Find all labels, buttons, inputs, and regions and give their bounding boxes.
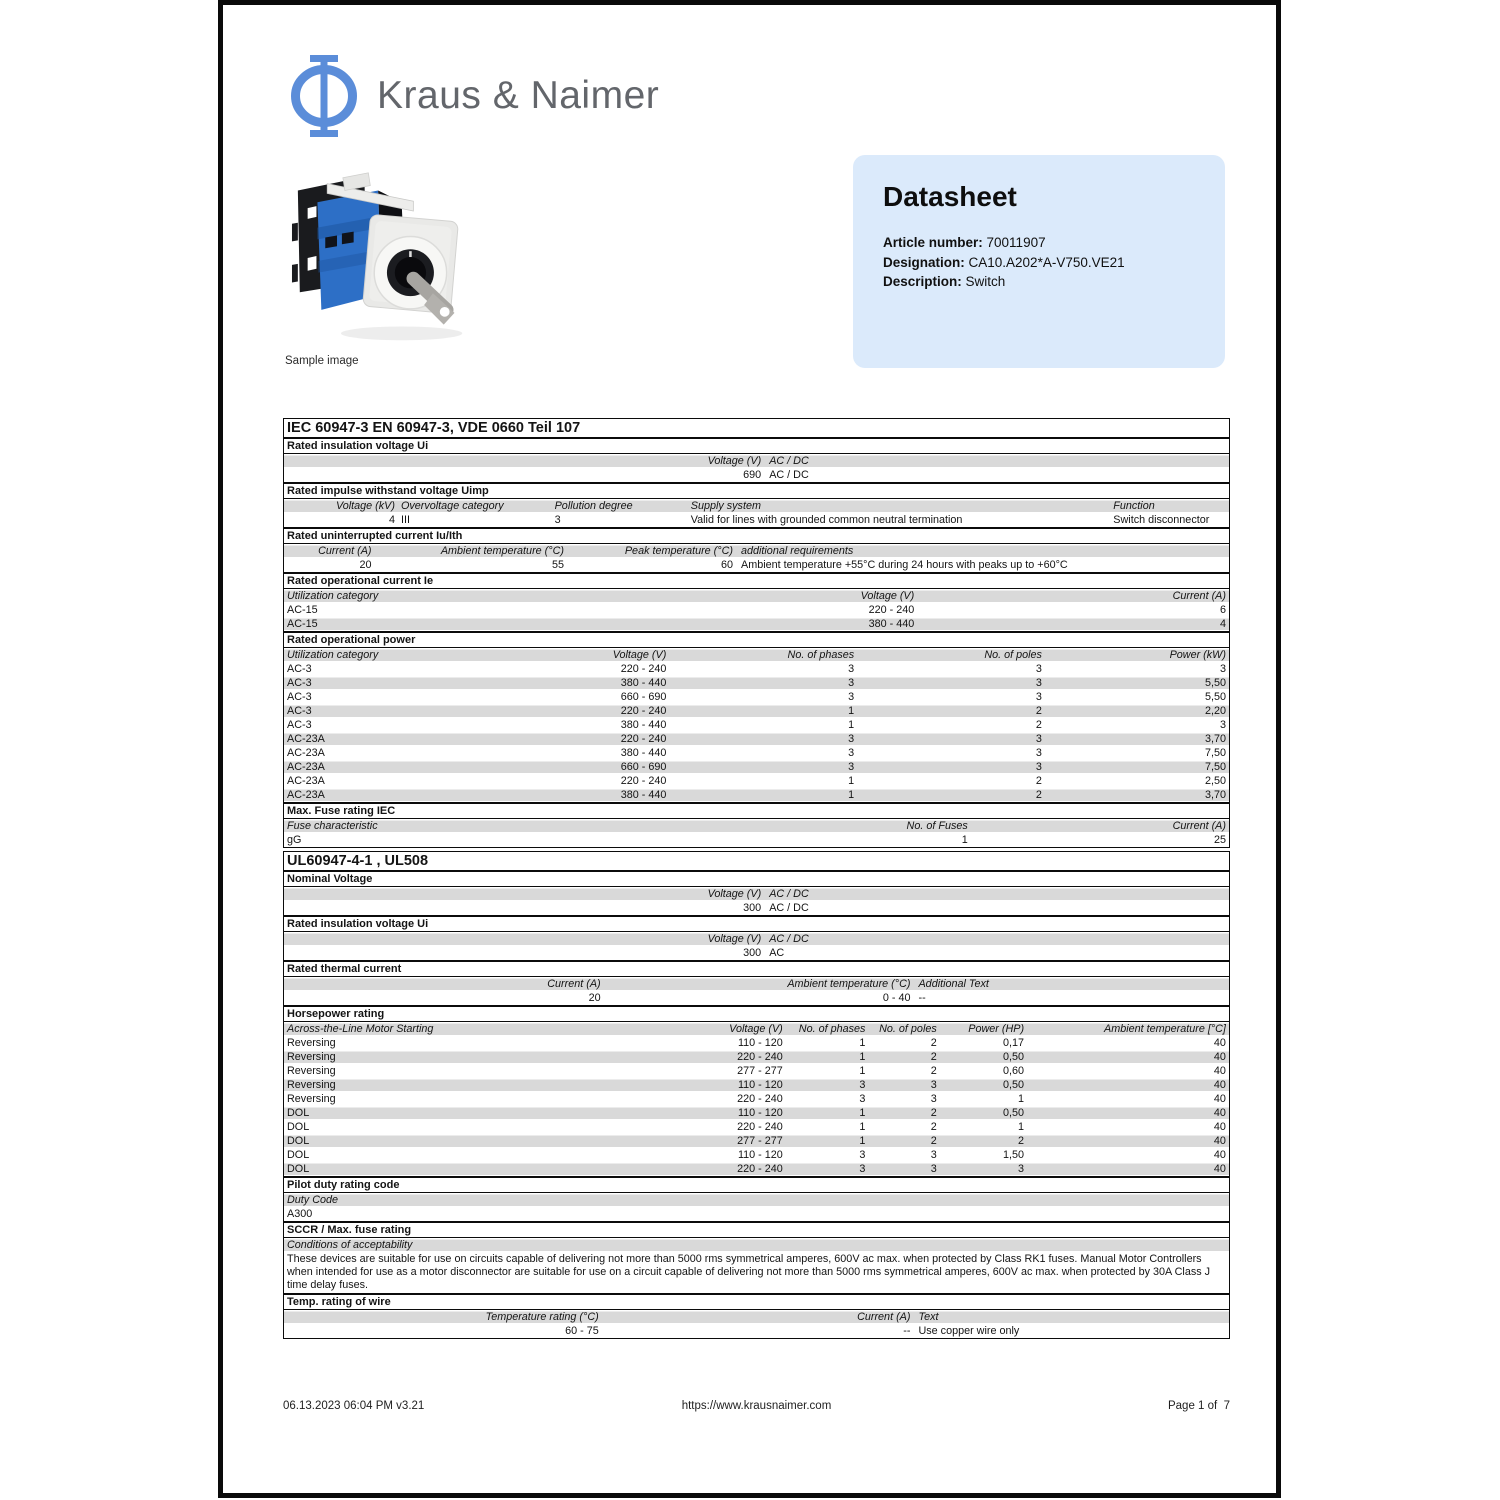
data-cell: 0,50 (1003, 1079, 1025, 1091)
column-header-row (284, 544, 1229, 558)
footer-timestamp: 06.13.2023 06:04 PM v3.21 (283, 1400, 425, 1412)
data-cell: Reversing (287, 1037, 336, 1049)
data-cell: 3 (1219, 663, 1226, 675)
section-title: SCCR / Max. fuse rating (284, 1223, 1229, 1238)
data-cell: DOL (287, 1163, 310, 1175)
table-title: UL60947-4-1 , UL508 (284, 852, 1229, 872)
column-header-row (284, 648, 1229, 662)
header-cell: Utilization category (287, 590, 379, 602)
data-cell: AC-15 (287, 618, 318, 630)
data-cell: gG (287, 834, 302, 846)
data-row (284, 1092, 1229, 1106)
header-cell: AC / DC (769, 888, 809, 900)
data-cell: 55 (551, 559, 564, 571)
data-row (284, 603, 1229, 617)
header-cell: Voltage (V) (707, 455, 762, 467)
header-cell: Ambient temperature (°C) (440, 545, 564, 557)
data-cell: 3 (848, 691, 855, 703)
data-cell: 380 - 440 (620, 719, 667, 731)
section-title: Rated insulation voltage Ui (284, 917, 1229, 932)
data-cell: 4 (1219, 618, 1226, 630)
data-row (284, 704, 1229, 718)
data-cell: 2 (1035, 719, 1042, 731)
info-field-value: 70011907 (986, 235, 1046, 250)
data-cell: 3 (859, 1079, 866, 1091)
info-field-label: Description: (883, 274, 966, 289)
data-row (284, 946, 1229, 960)
header-cell: Overvoltage category (400, 500, 504, 512)
data-row (284, 901, 1229, 915)
data-cell: These devices are suitable for use on circuits capable of delivering not more than 5000 rms symmetrical amperes, 600V ac max. when protected by Class RK1 fuses. Manual Motor Controllers when intended for use as a motor disconnector are suitable for use on a circuit capable of delivering not more than 5000 rms symmetrical amperes, 600V ac max. when protected by 30A Class J time delay fuses. (287, 1253, 1211, 1291)
data-cell: 277 - 277 (737, 1135, 783, 1147)
data-cell: AC-3 (287, 663, 312, 675)
data-cell: 2 (930, 1135, 937, 1147)
kraus-naimer-phi-logo-icon (287, 55, 361, 137)
data-row (284, 774, 1229, 788)
header-cell: No. of Fuses (906, 820, 968, 832)
data-cell: 1 (859, 1037, 866, 1049)
table-section (284, 572, 1229, 631)
header-cell: Function (1113, 500, 1155, 512)
data-cell: Use copper wire only (918, 1325, 1020, 1338)
data-cell: 0,50 (1003, 1107, 1025, 1119)
column-header-row (284, 977, 1229, 991)
data-cell: 1,50 (1003, 1149, 1025, 1161)
data-cell: 2 (930, 1107, 937, 1119)
data-cell: 40 (1213, 1093, 1226, 1105)
data-cell: 1 (848, 719, 855, 731)
data-cell: III (400, 514, 410, 526)
header-cell: Voltage (V) (612, 649, 667, 661)
data-cell: Reversing (287, 1065, 336, 1077)
data-row (284, 1207, 1229, 1221)
data-cell: AC-23A (287, 761, 325, 773)
column-header-row (284, 589, 1229, 603)
info-field-label: Designation: (883, 254, 969, 270)
data-row (284, 1134, 1229, 1148)
data-cell: DOL (287, 1107, 310, 1119)
data-cell: 40 (1213, 1121, 1226, 1133)
data-cell: 3 (859, 1093, 866, 1105)
header-cell: No. of phases (787, 649, 855, 661)
column-header-row (284, 1193, 1229, 1207)
data-cell: 5,50 (1204, 677, 1226, 689)
data-cell: 1 (859, 1051, 866, 1063)
header-cell: Duty Code (287, 1194, 339, 1206)
info-field-value: CA10.A202*A-V750.VE21 (968, 254, 1125, 270)
header-cell: Current (A) (318, 545, 372, 557)
data-cell: 3 (930, 1163, 937, 1175)
sample-image-label: Sample image (285, 355, 359, 367)
data-cell: -- (903, 1325, 911, 1338)
product-photo (285, 165, 483, 351)
data-row (284, 1106, 1229, 1120)
data-cell: 1 (859, 1065, 866, 1077)
data-cell: 0,50 (1003, 1051, 1025, 1063)
header-cell: Pollution degree (554, 500, 633, 512)
section-title: Pilot duty rating code (284, 1178, 1229, 1193)
data-cell: 3 (930, 1079, 937, 1091)
data-cell: A300 (287, 1208, 313, 1220)
data-cell: 2 (1035, 775, 1042, 787)
data-cell: 40 (1213, 1107, 1226, 1119)
data-cell: DOL (287, 1121, 310, 1133)
data-row (284, 676, 1229, 690)
table-section (284, 802, 1229, 847)
data-row (284, 746, 1229, 760)
section-title: Temp. rating of wire (284, 1295, 1229, 1310)
data-cell: 5,50 (1204, 691, 1226, 703)
data-cell: 380 - 440 (620, 747, 667, 759)
header-cell: No. of poles (984, 649, 1042, 661)
data-cell: 2 (930, 1051, 937, 1063)
data-cell: 3 (930, 1093, 937, 1105)
info-field-value: Switch (965, 274, 1006, 289)
brand-header (287, 55, 659, 137)
info-field (883, 233, 1195, 253)
header-cell: No. of phases (798, 1023, 866, 1035)
data-row (284, 1252, 1229, 1293)
data-cell: 40 (1213, 1065, 1226, 1077)
data-cell: 20 (588, 992, 601, 1004)
data-cell: 60 (720, 559, 733, 571)
data-cell: AC-23A (287, 789, 325, 801)
data-cell: 2 (930, 1037, 937, 1049)
product-sample (285, 165, 485, 367)
data-row (284, 732, 1229, 746)
header-cell: AC / DC (769, 455, 809, 467)
data-row (284, 1036, 1229, 1050)
data-cell: 40 (1213, 1037, 1226, 1049)
data-cell: 3,70 (1204, 733, 1226, 745)
column-header-row (284, 819, 1229, 833)
data-cell: 1 (848, 705, 855, 717)
data-row (284, 833, 1229, 847)
header-cell: Current (A) (547, 978, 601, 990)
data-cell: 3 (1035, 733, 1042, 745)
data-cell: 110 - 120 (737, 1037, 783, 1049)
data-cell: 7,50 (1204, 761, 1226, 773)
table-section (284, 482, 1229, 527)
data-cell: AC / DC (769, 902, 809, 914)
data-cell: AC-3 (287, 677, 312, 689)
data-cell: 40 (1213, 1135, 1226, 1147)
data-cell: 660 - 690 (620, 691, 667, 703)
data-cell: 25 (1213, 834, 1226, 846)
data-cell: -- (918, 992, 926, 1004)
data-cell: 3 (848, 677, 855, 689)
data-cell: 3 (1035, 691, 1042, 703)
column-header-row (284, 932, 1229, 946)
data-cell: 40 (1213, 1051, 1226, 1063)
data-row (284, 1148, 1229, 1162)
header-cell: Voltage (V) (729, 1023, 783, 1035)
page-footer (283, 1400, 1230, 1412)
data-cell: 0,60 (1003, 1065, 1025, 1077)
data-cell: 3 (848, 663, 855, 675)
table-section (284, 631, 1229, 802)
spec-tables (283, 418, 1230, 1339)
header-cell: No. of poles (879, 1023, 937, 1035)
column-header-row (284, 1310, 1229, 1324)
data-cell: 690 (743, 469, 762, 481)
data-cell: 1 (848, 789, 855, 801)
section-title: Rated operational current Ie (284, 574, 1229, 589)
data-cell: DOL (287, 1149, 310, 1161)
header-cell: Temperature rating (°C) (485, 1311, 599, 1324)
data-cell: 220 - 240 (620, 775, 667, 787)
data-cell: 220 - 240 (620, 733, 667, 745)
data-cell: 1 (1018, 1093, 1025, 1105)
header-cell: Ambient temperature [°C] (1104, 1023, 1226, 1035)
data-cell: 2 (930, 1121, 937, 1133)
section-title: Rated impulse withstand voltage Uimp (284, 484, 1229, 499)
data-cell: 40 (1213, 1163, 1226, 1175)
header-cell: Voltage (kV) (335, 500, 395, 512)
data-row (284, 1162, 1229, 1176)
data-cell: AC (769, 947, 785, 959)
data-cell: 7,50 (1204, 747, 1226, 759)
section-title: Nominal Voltage (284, 872, 1229, 887)
header-cell: Utilization category (287, 649, 379, 661)
table-section (284, 1293, 1229, 1338)
data-cell: 3 (859, 1149, 866, 1161)
data-row (284, 1120, 1229, 1134)
data-row (284, 513, 1229, 527)
info-fields (883, 233, 1195, 292)
datasheet-page (218, 0, 1281, 1498)
data-cell: 3 (554, 514, 561, 526)
data-cell: 110 - 120 (737, 1149, 783, 1161)
column-header-row (284, 1022, 1229, 1036)
data-cell: 220 - 240 (737, 1093, 783, 1105)
data-cell: 1 (859, 1107, 866, 1119)
data-cell: 60 - 75 (565, 1325, 599, 1338)
data-cell: AC-15 (287, 604, 318, 616)
data-cell: 110 - 120 (737, 1107, 783, 1119)
table-section (284, 915, 1229, 960)
data-cell: 3 (1219, 719, 1226, 731)
data-cell: 3 (859, 1163, 866, 1175)
data-cell: 3,70 (1204, 789, 1226, 801)
data-cell: 0,17 (1003, 1037, 1025, 1049)
data-cell: 220 - 240 (737, 1163, 783, 1175)
data-cell: 6 (1219, 604, 1226, 616)
data-cell: 3 (848, 733, 855, 745)
data-cell: 2,20 (1204, 705, 1226, 717)
data-cell: 40 (1213, 1149, 1226, 1161)
data-cell: 3 (1035, 747, 1042, 759)
header-cell: additional requirements (741, 545, 854, 557)
header-cell: Text (918, 1311, 939, 1324)
data-row (284, 690, 1229, 704)
data-cell: 1 (1018, 1121, 1025, 1133)
data-cell: 40 (1213, 1079, 1226, 1091)
data-cell: AC-3 (287, 691, 312, 703)
data-row (284, 1050, 1229, 1064)
data-cell: Reversing (287, 1079, 336, 1091)
data-cell: AC-23A (287, 775, 325, 787)
data-row (284, 558, 1229, 572)
data-cell: Reversing (287, 1051, 336, 1063)
data-cell: 1 (848, 775, 855, 787)
header-cell: Conditions of acceptability (287, 1239, 413, 1251)
data-cell: 2 (1018, 1135, 1025, 1147)
data-cell: 0 - 40 (882, 992, 911, 1004)
data-cell: 660 - 690 (620, 761, 667, 773)
data-row (284, 1078, 1229, 1092)
data-cell: 380 - 440 (868, 618, 915, 630)
spec-table (283, 851, 1230, 1339)
header-cell: Ambient temperature (°C) (787, 978, 911, 990)
footer-page-number: Page 1 of 7 (1167, 1400, 1231, 1412)
header-cell: Across-the-Line Motor Starting (287, 1023, 434, 1035)
data-cell: 380 - 440 (620, 789, 667, 801)
data-cell: 220 - 240 (737, 1121, 783, 1133)
table-section (284, 1221, 1229, 1293)
data-cell: Ambient temperature +55°C during 24 hours with peaks up to +60°C (741, 559, 1068, 571)
table-section (284, 439, 1229, 482)
data-cell: 2 (1035, 705, 1042, 717)
column-header-row (284, 887, 1229, 901)
table-section (284, 1005, 1229, 1176)
data-cell: 220 - 240 (620, 663, 667, 675)
info-field (883, 272, 1195, 292)
data-cell: Switch disconnector (1113, 514, 1210, 526)
data-cell: 3 (848, 747, 855, 759)
data-cell: 1 (961, 834, 968, 846)
header-cell: Voltage (V) (707, 933, 762, 945)
data-cell: 300 (743, 902, 762, 914)
data-cell: 3 (1035, 663, 1042, 675)
data-cell: AC-23A (287, 747, 325, 759)
section-title: Rated uninterrupted current Iu/Ith (284, 529, 1229, 544)
data-cell: AC-23A (287, 733, 325, 745)
data-cell: 3 (1018, 1163, 1025, 1175)
section-title: Max. Fuse rating IEC (284, 804, 1229, 819)
header-cell: Current (A) (1172, 820, 1226, 832)
header-cell: AC / DC (769, 933, 809, 945)
data-row (284, 760, 1229, 774)
data-cell: 220 - 240 (868, 604, 915, 616)
data-cell: 2,50 (1204, 775, 1226, 787)
data-cell: 1 (859, 1121, 866, 1133)
data-cell: AC / DC (769, 469, 809, 481)
data-cell: 220 - 240 (620, 705, 667, 717)
data-row (284, 662, 1229, 676)
data-cell: 3 (930, 1149, 937, 1161)
data-cell: Valid for lines with grounded common neutral termination (690, 514, 963, 526)
header-cell: Peak temperature (°C) (624, 545, 733, 557)
data-row (284, 1064, 1229, 1078)
section-title: Horsepower rating (284, 1007, 1229, 1022)
data-cell: Reversing (287, 1093, 336, 1105)
table-section (284, 1176, 1229, 1221)
datasheet-info-box (853, 155, 1225, 368)
data-cell: AC-3 (287, 719, 312, 731)
header-cell: Power (kW) (1169, 649, 1226, 661)
header-cell: Current (A) (1172, 590, 1226, 602)
section-title: Rated thermal current (284, 962, 1229, 977)
header-cell: Voltage (V) (707, 888, 762, 900)
column-header-row (284, 454, 1229, 468)
table-title: IEC 60947-3 EN 60947-3, VDE 0660 Teil 107 (284, 419, 1229, 439)
table-section (284, 527, 1229, 572)
table-section (284, 872, 1229, 915)
datasheet-title: Datasheet (883, 181, 1017, 212)
column-header-row (284, 1238, 1229, 1252)
data-row (284, 788, 1229, 802)
data-cell: 110 - 120 (737, 1079, 783, 1091)
data-cell: 4 (388, 514, 395, 526)
data-cell: 2 (1035, 789, 1042, 801)
data-row (284, 718, 1229, 732)
data-row (284, 991, 1229, 1005)
data-row (284, 617, 1229, 631)
section-title: Rated insulation voltage Ui (284, 439, 1229, 454)
data-cell: 3 (848, 761, 855, 773)
data-cell: AC-3 (287, 705, 312, 717)
header-cell: Power (HP) (968, 1023, 1025, 1035)
spec-table (283, 418, 1230, 848)
column-header-row (284, 499, 1229, 513)
info-field-label: Article number: (883, 235, 987, 250)
data-cell: 3 (1035, 761, 1042, 773)
data-cell: 1 (859, 1135, 866, 1147)
data-cell: 277 - 277 (737, 1065, 783, 1077)
section-title: Rated operational power (284, 633, 1229, 648)
footer-url[interactable]: https://www.krausnaimer.com (681, 1400, 832, 1412)
header-cell: Current (A) (857, 1311, 911, 1324)
data-row (284, 1324, 1229, 1338)
data-cell: 380 - 440 (620, 677, 667, 689)
data-cell: 220 - 240 (737, 1051, 783, 1063)
table-section (284, 960, 1229, 1005)
header-cell: Voltage (V) (860, 590, 915, 602)
info-field (883, 253, 1195, 273)
brand-name: Kraus & Naimer (377, 74, 660, 117)
data-cell: 3 (1035, 677, 1042, 689)
data-cell: 300 (743, 947, 762, 959)
data-cell: 2 (930, 1065, 937, 1077)
data-cell: DOL (287, 1135, 310, 1147)
data-cell: 20 (359, 559, 372, 571)
header-cell: Fuse characteristic (287, 820, 378, 832)
header-cell: Supply system (690, 500, 761, 512)
data-row (284, 468, 1229, 482)
header-cell: Additional Text (918, 978, 989, 990)
